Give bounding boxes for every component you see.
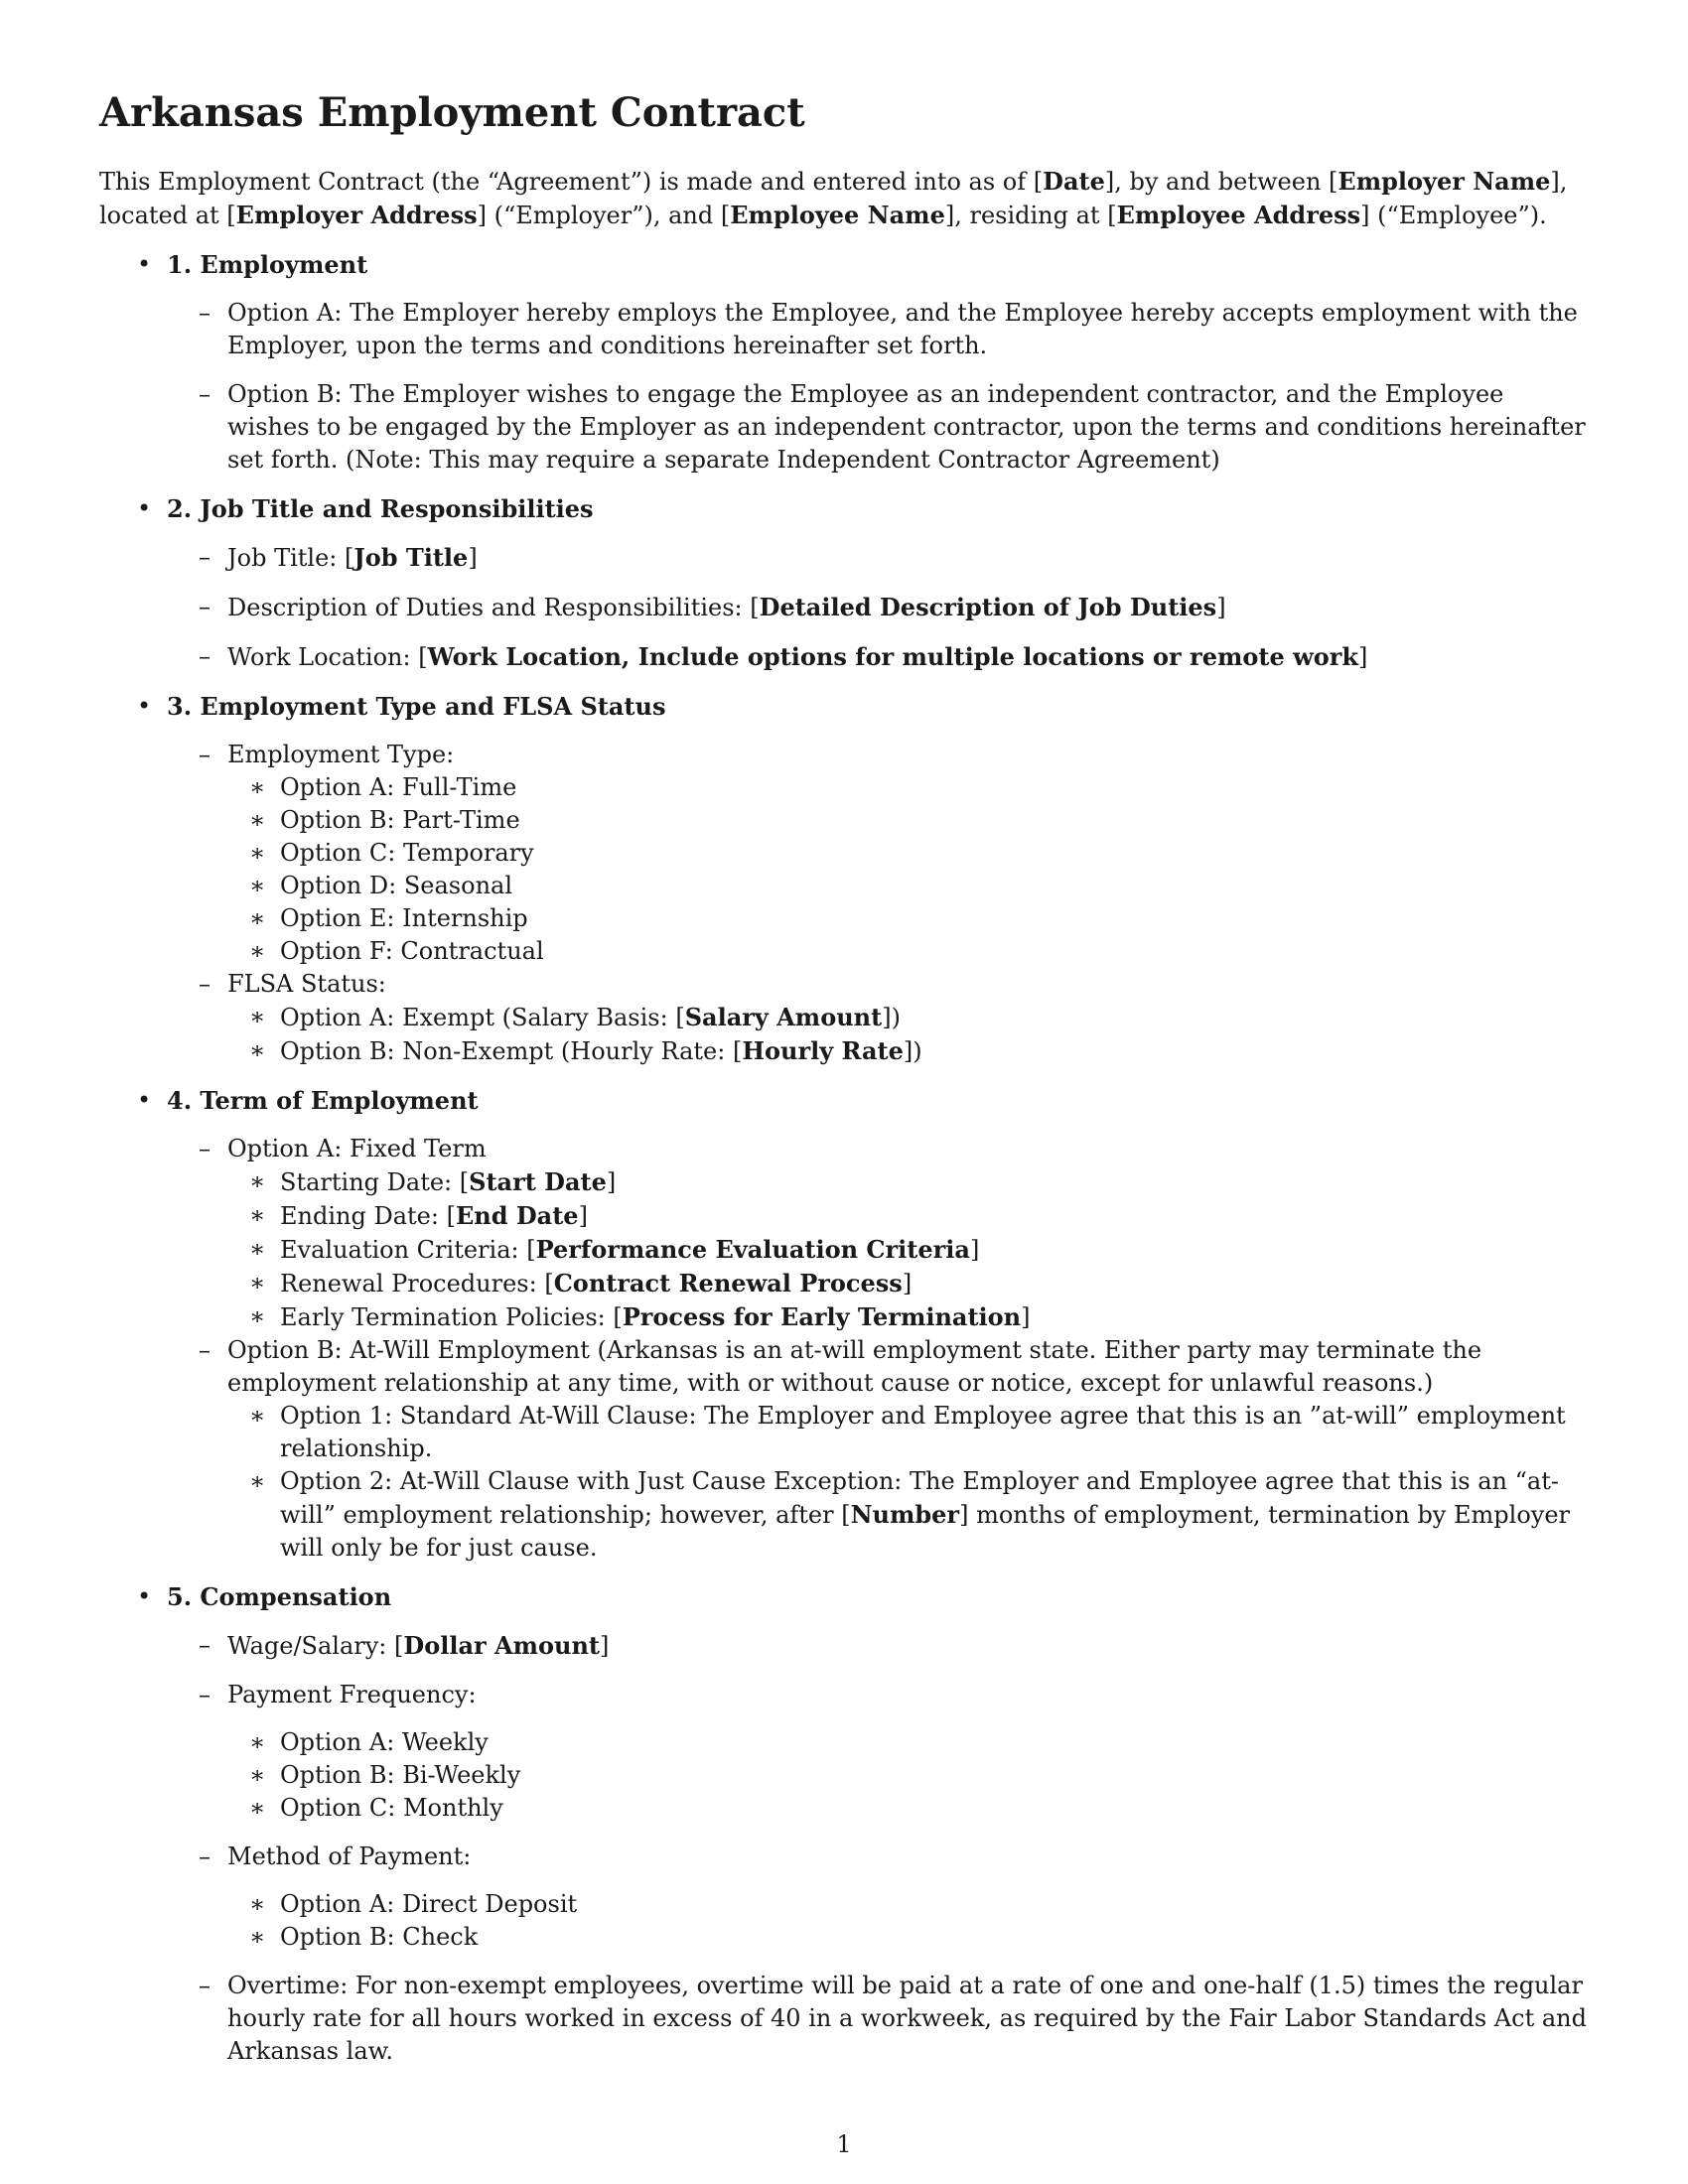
asterisk-icon: ∗: [249, 1467, 266, 1495]
asterisk-icon: ∗: [249, 1761, 266, 1789]
list-item: ∗ Option 2: At-Will Clause with Just Cause Exception: The Employer and Employee agree that this is an “at-will” employment relationship; however, after [Number] months of employment, termination by Employer will only be for just cause.: [249, 1467, 1570, 1562]
section-term: [99, 1084, 1589, 1565]
dash-icon: –: [199, 1681, 211, 1708]
asterisk-icon: ∗: [249, 1728, 266, 1756]
document-page: [99, 87, 1589, 2084]
list-item: ∗ Option A: Direct Deposit: [227, 1888, 1589, 1921]
list-item: ∗ Option C: Temporary: [227, 837, 1589, 870]
section-title: 2. Job Title and Responsibilities: [167, 494, 594, 523]
asterisk-icon: ∗: [249, 1003, 266, 1030]
asterisk-icon: ∗: [249, 904, 266, 932]
asterisk-icon: ∗: [249, 1794, 266, 1822]
asterisk-icon: ∗: [249, 1235, 266, 1263]
list-item: ∗ Option F: Contractual: [227, 935, 1589, 968]
list-item: ∗ Option B: Non-Exempt (Hourly Rate: [Hourly Rate]): [249, 1036, 922, 1065]
section-title: 3. Employment Type and FLSA Status: [167, 692, 666, 721]
section-job-title: [99, 492, 1589, 674]
list-item: – Method of Payment: ∗ Option A: Direct Deposit ∗ Option B: Check: [167, 1841, 1589, 1954]
asterisk-icon: ∗: [249, 1890, 266, 1918]
bullet-icon: •: [137, 250, 152, 278]
list-item: – Overtime: For non-exempt employees, overtime will be paid at a rate of one and one-half (1.5) times the regular hourly rate for all hours worked in excess of 40 in a workweek, as required by the Fair Labor Standards Act and Arkansas law.: [199, 1972, 1587, 2065]
asterisk-icon: ∗: [249, 773, 266, 801]
list-item: – Option B: The Employer wishes to engage the Employee as an independent contractor, and the Employee wishes to be engaged by the Employer as an independent contractor, upon the terms and conditions hereinafter set forth. (Note: This may require a separate Independent Contractor Agreement): [199, 380, 1586, 474]
asterisk-icon: ∗: [249, 1923, 266, 1951]
sections-list: [99, 248, 1589, 2068]
dash-icon: –: [199, 642, 211, 670]
section-title: 4. Term of Employment: [167, 1086, 479, 1115]
asterisk-icon: ∗: [249, 1036, 266, 1064]
list-item: – Work Location: [Work Location, Include options for multiple locations or remote work]: [199, 642, 1368, 671]
list-item: – Job Title: [Job Title]: [199, 543, 478, 572]
list-item: ∗ Option A: Full-Time: [227, 771, 1589, 804]
list-item: ∗ Option B: Bi-Weekly: [227, 1759, 1589, 1792]
bullet-icon: •: [137, 692, 152, 720]
asterisk-icon: ∗: [249, 1201, 266, 1229]
asterisk-icon: ∗: [249, 839, 266, 867]
list-item: – FLSA Status: ∗ Option A: Exempt (Salary Basis: [Salary Amount]) ∗ Option B: Non-Exempt (Hourly Rate: [Hourly Rate]): [167, 968, 1589, 1068]
asterisk-icon: ∗: [249, 1167, 266, 1195]
list-item: ∗ Option B: Check: [227, 1921, 1589, 1954]
dash-icon: –: [199, 543, 211, 571]
list-item: ∗ Renewal Procedures: [Contract Renewal Process]: [249, 1269, 913, 1297]
section-employment-type: [99, 690, 1589, 1068]
employer-address-placeholder: Employer Address: [235, 201, 478, 229]
list-item: ∗ Option D: Seasonal: [227, 870, 1589, 902]
bullet-icon: •: [137, 1582, 152, 1610]
list-item: ∗ Ending Date: [End Date]: [249, 1201, 588, 1230]
bullet-icon: •: [137, 1086, 152, 1114]
list-item: – Wage/Salary: [Dollar Amount]: [199, 1631, 610, 1660]
list-item: – Employment Type: ∗ Option A: Full-Time ∗ Option B: Part-Time ∗ Option C: Temporary ∗ Option D: Seasonal ∗ Option E: Internship ∗ Option F: Contractual: [167, 739, 1589, 968]
bullet-icon: •: [137, 494, 152, 522]
dash-icon: –: [199, 1336, 211, 1364]
list-item: ∗ Option 1: Standard At-Will Clause: The Employer and Employee agree that this is an ”at-will” employment relationship.: [249, 1402, 1566, 1462]
dash-icon: –: [199, 741, 211, 768]
list-item: ∗ Early Termination Policies: [Process for Early Termination]: [249, 1302, 1031, 1331]
list-item: ∗ Option A: Exempt (Salary Basis: [Salary Amount]): [249, 1003, 901, 1031]
list-item: – Description of Duties and Responsibilities: [Detailed Description of Job Duties]: [199, 593, 1226, 621]
asterisk-icon: ∗: [249, 872, 266, 899]
asterisk-icon: ∗: [249, 806, 266, 834]
list-item: – Payment Frequency: ∗ Option A: Weekly ∗ Option B: Bi-Weekly ∗ Option C: Monthly: [167, 1679, 1589, 1825]
employee-address-placeholder: Employee Address: [1116, 201, 1361, 229]
dash-icon: –: [199, 380, 211, 408]
dash-icon: –: [199, 1135, 211, 1162]
asterisk-icon: ∗: [249, 1302, 266, 1330]
list-item: ∗ Option A: Weekly: [227, 1726, 1589, 1759]
asterisk-icon: ∗: [249, 1269, 266, 1297]
list-item: ∗ Option B: Part-Time: [227, 804, 1589, 837]
page-number: 1: [836, 2130, 852, 2158]
list-item: ∗ Evaluation Criteria: [Performance Evaluation Criteria]: [249, 1235, 980, 1264]
list-item: – Option A: The Employer hereby employs the Employee, and the Employee hereby accepts employment with the Employer, upon the terms and conditions hereinafter set forth.: [199, 299, 1578, 359]
list-item: ∗ Option E: Internship: [227, 902, 1589, 935]
section-title: 5. Compensation: [167, 1582, 392, 1611]
employer-name-placeholder: Employer Name: [1337, 167, 1551, 196]
dash-icon: –: [199, 1972, 211, 1999]
section-title: 1. Employment: [167, 250, 368, 279]
list-item: ∗ Starting Date: [Start Date]: [249, 1167, 617, 1196]
asterisk-icon: ∗: [249, 937, 266, 965]
dash-icon: –: [199, 1631, 211, 1659]
list-item: – Option B: At-Will Employment (Arkansas is an at-will employment state. Either party may terminate the employment relationship at any time, with or without cause or notice, except for unlawful reasons.) ∗ Option 1: Standard At-Will Clause: The Employer and Employee agree that this is an ”at-will” employment relationship. ∗ Option 2: At-Will Clause with Just Cause Exception: The Employer and Employee agree that this is an “at-will” employment relationship; however, after [Number] months of employment, termination by Employer will only be for just cause.: [167, 1334, 1589, 1565]
dash-icon: –: [199, 299, 211, 327]
dash-icon: –: [199, 970, 211, 998]
intro-paragraph: This Employment Contract (the “Agreement”) is made and entered into as of [Date], by and between [Employer Name], located at [Employer Address] (“Employer”), and [Employee Name], residing at [Employee Address] (“Employee”).: [99, 167, 1568, 229]
dash-icon: –: [199, 1843, 211, 1870]
employee-name-placeholder: Employee Name: [730, 201, 945, 229]
section-employment: [99, 248, 1589, 477]
page-title: Arkansas Employment Contract: [99, 89, 805, 136]
section-compensation: [99, 1580, 1589, 2068]
list-item: – Option A: Fixed Term ∗ Starting Date: [Start Date] ∗ Ending Date: [End Date] ∗ Evaluation Criteria: [Performance Evaluation Criteria] ∗ Renewal Procedures: [Contract Renewal Process] ∗ Early Termination Policies: [Process for Early Termination]: [167, 1133, 1589, 1334]
list-item: ∗ Option C: Monthly: [227, 1792, 1589, 1825]
dash-icon: –: [199, 593, 211, 620]
asterisk-icon: ∗: [249, 1402, 266, 1430]
date-placeholder: Date: [1043, 167, 1105, 196]
